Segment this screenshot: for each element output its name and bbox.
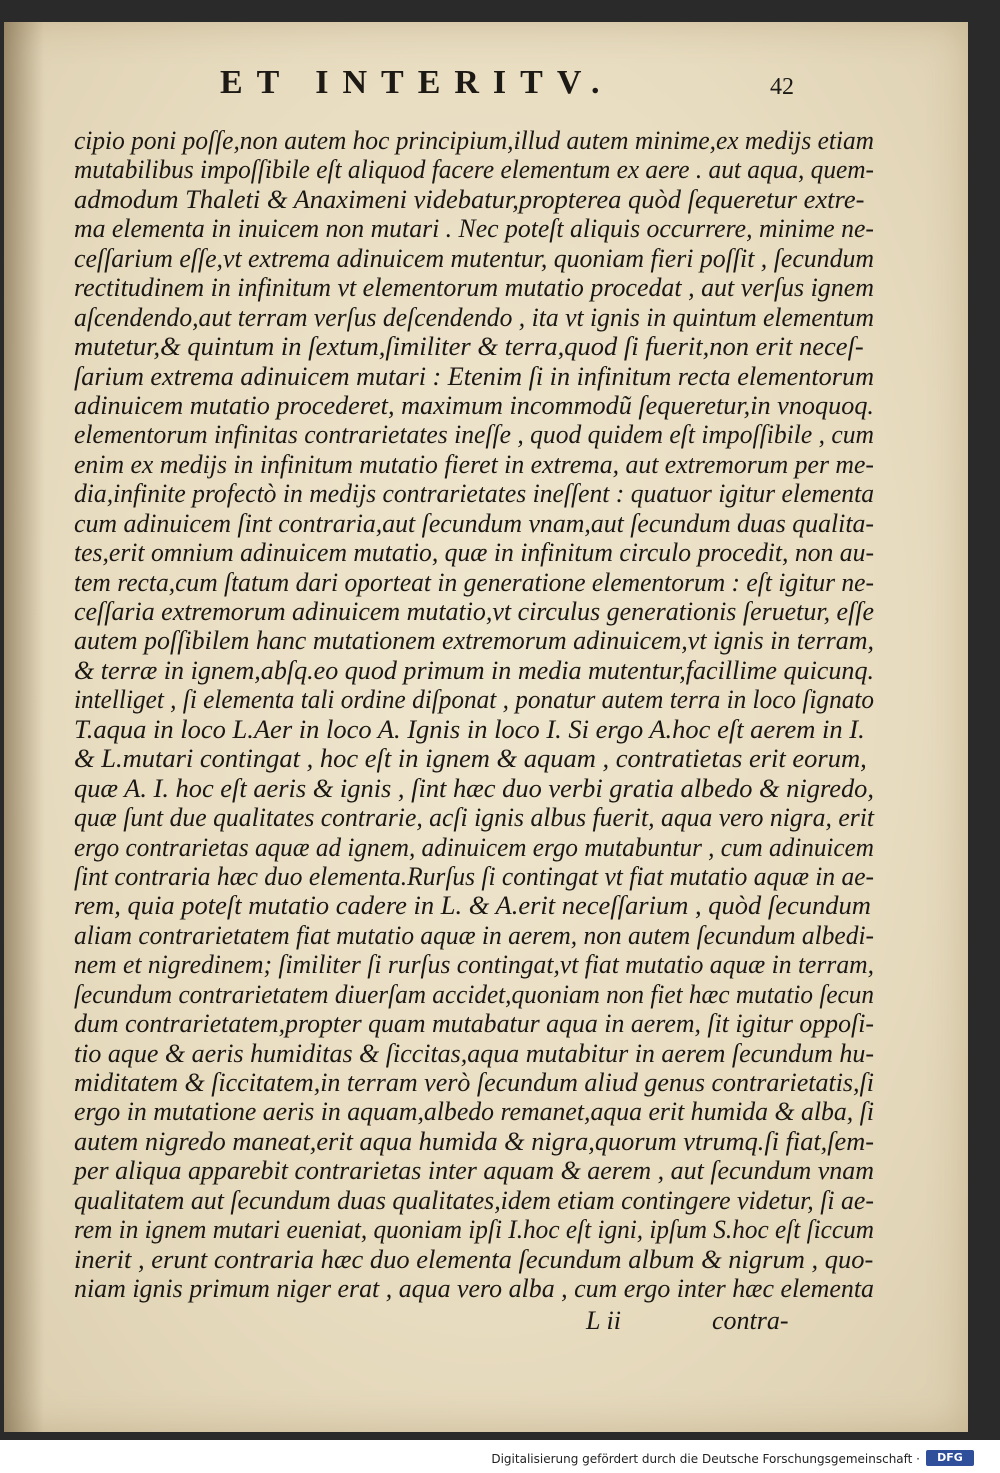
text-line: ſarium extrema adinuicem mutari : Etenim ſi in infinitum recta elementorum bbox=[74, 360, 874, 391]
text-line: ma elementa in inuicem non mutari . Nec poteſt aliquis occurrere, minime ne- bbox=[74, 213, 874, 244]
text-line: cum adinuicem ſint contraria,aut ſecundum vnam,aut ſecundum duas qualita- bbox=[74, 507, 874, 538]
text-line: tio aque & aeris humiditas & ſiccitas,aqua mutabitur in aerem ſecundum hu- bbox=[74, 1037, 874, 1068]
text-line: per aliqua apparebit contrarietas inter aquam & aerem , aut ſecundum vnam bbox=[74, 1155, 874, 1186]
text-line: ſecundum contrarietatem diuerſam accidet,quoniam non fiet hæc mutatio ſecun bbox=[74, 978, 874, 1009]
text-line: dum contrarietatem,propter quam mutabatur aqua in aerem, ſit igitur oppoſi- bbox=[74, 1008, 874, 1039]
text-line: elementorum infinitas contrarietates ineſſe , quod quidem eſt impoſſibile , cum bbox=[74, 419, 874, 450]
signature-mark: L ii bbox=[586, 1306, 621, 1335]
page-number: 42 bbox=[770, 74, 794, 100]
text-line: aliam contrarietatem fiat mutatio aquæ in aerem, non autem ſecundum albedi- bbox=[74, 919, 874, 950]
text-line: & L.mutari contingat , hoc eſt in ignem & aquam , contratietas erit eorum, bbox=[74, 743, 867, 774]
text-line: rem, quia poteſt mutatio cadere in L. & A.erit neceſſarium , quòd ſecundum bbox=[74, 890, 871, 921]
body-text bbox=[74, 126, 874, 1304]
text-line: niam ignis primum niger erat , aqua vero alba , cum ergo inter hæc elementa bbox=[74, 1273, 874, 1304]
text-line: ergo contrarietas aquæ ad ignem, adinuicem ergo mutabuntur , cum adinuicem bbox=[74, 831, 874, 862]
running-head: ET INTERITV. bbox=[220, 64, 614, 101]
text-line: autem nigredo maneat,erit aqua humida & nigra,quorum vtrumq.ſi fiat,ſem- bbox=[74, 1125, 874, 1156]
text-line: enim ex medijs in infinitum mutatio fieret in extrema, aut extremorum per me- bbox=[74, 448, 874, 479]
text-line: mutabilibus impoſſibile eſt aliquod facere elementum ex aere . aut aqua, quem- bbox=[74, 154, 874, 185]
text-line: tes,erit omnium adinuicem mutatio, quæ in infinitum circulo procedit, non au- bbox=[74, 537, 874, 568]
text-line: ergo in mutatione aeris in aquam,albedo remanet,aqua erit humida & alba, ſi bbox=[74, 1096, 874, 1127]
text-line: ceſſarium eſſe,vt extrema adinuicem mutentur, quoniam fieri poſſit , ſecundum bbox=[74, 242, 874, 273]
text-line: miditatem & ſiccitatem,in terram verò ſecundum aliud genus contrarietatis,ſi bbox=[74, 1067, 874, 1097]
gutter-shadow bbox=[4, 22, 44, 1432]
text-line: adinuicem mutatio procederet, maximum incommodũ ſequeretur,in vnoquoq. bbox=[74, 389, 874, 420]
text-line: quæ A. I. hoc eſt aeris & ignis , ſint hæc duo verbi gratia albedo & nigredo, bbox=[74, 772, 874, 803]
text-line: dia,infinite profectò in medijs contrarietates ineſſent : quatuor igitur elementa bbox=[74, 478, 874, 509]
text-line: quæ ſunt due qualitates contrarie, acſi ignis albus fuerit, aqua vero nigra, erit bbox=[74, 802, 874, 833]
text-line: mutetur,& quintum in ſextum,ſimiliter & terra,quod ſi fuerit,non erit neceſ- bbox=[74, 331, 864, 362]
text-line: cipio poni poſſe,non autem hoc principium,illud autem minime,ex medijs etiam bbox=[74, 125, 874, 155]
text-line: ceſſaria extremorum adinuicem mutatio,vt circulus generationis ſeruetur, eſſe bbox=[74, 596, 874, 626]
text-line: inerit , erunt contraria hæc duo elementa ſecundum album & nigrum , quo- bbox=[74, 1243, 874, 1274]
text-line: & terræ in ignem,abſq.eo quod primum in media mutentur,facillime quicunq. bbox=[74, 654, 874, 685]
text-line: qualitatem aut ſecundum duas qualitates,idem etiam contingere videtur, ſi ae- bbox=[74, 1184, 874, 1215]
text-line: rem in ignem mutari eueniat, quoniam ipſi I.hoc eſt igni, ipſum S.hoc eſt ſiccum bbox=[74, 1214, 874, 1245]
text-line: ſint contraria hæc duo elementa.Rurſus ſi contingat vt fiat mutatio aquæ in ae- bbox=[74, 860, 874, 891]
text-line: nem et nigredinem; ſimiliter ſi rurſus contingat,vt fiat mutatio aquæ in terram, bbox=[74, 949, 874, 980]
dfg-logo: DFG bbox=[926, 1450, 974, 1466]
text-line: tem recta,cum ſtatum dari oporteat in generatione elementorum : eſt igitur ne- bbox=[74, 566, 874, 597]
text-line: intelliget , ſi elementa tali ordine diſponat , ponatur autem terra in loco ſignato bbox=[74, 684, 874, 715]
text-line: aſcendendo,aut terram verſus deſcendendo , ita vt ignis in quintum elementum bbox=[74, 301, 874, 332]
text-line: autem poſſibilem hanc mutationem extremorum adinuicem,vt ignis in terram, bbox=[74, 625, 874, 656]
catchword: contra- bbox=[712, 1306, 789, 1335]
text-line: rectitudinem in infinitum vt elementorum mutatio procedat , aut verſus ignem bbox=[74, 272, 874, 303]
text-line: admodum Thaleti & Anaximeni videbatur,propterea quòd ſequeretur extre- bbox=[74, 183, 865, 214]
text-line: T.aqua in loco L.Aer in loco A. Ignis in loco I. Si ergo A.hoc eſt aerem in I. bbox=[74, 713, 865, 744]
funding-credit: Digitalisierung gefördert durch die Deutsche Forschungsgemeinschaft · bbox=[491, 1452, 920, 1466]
